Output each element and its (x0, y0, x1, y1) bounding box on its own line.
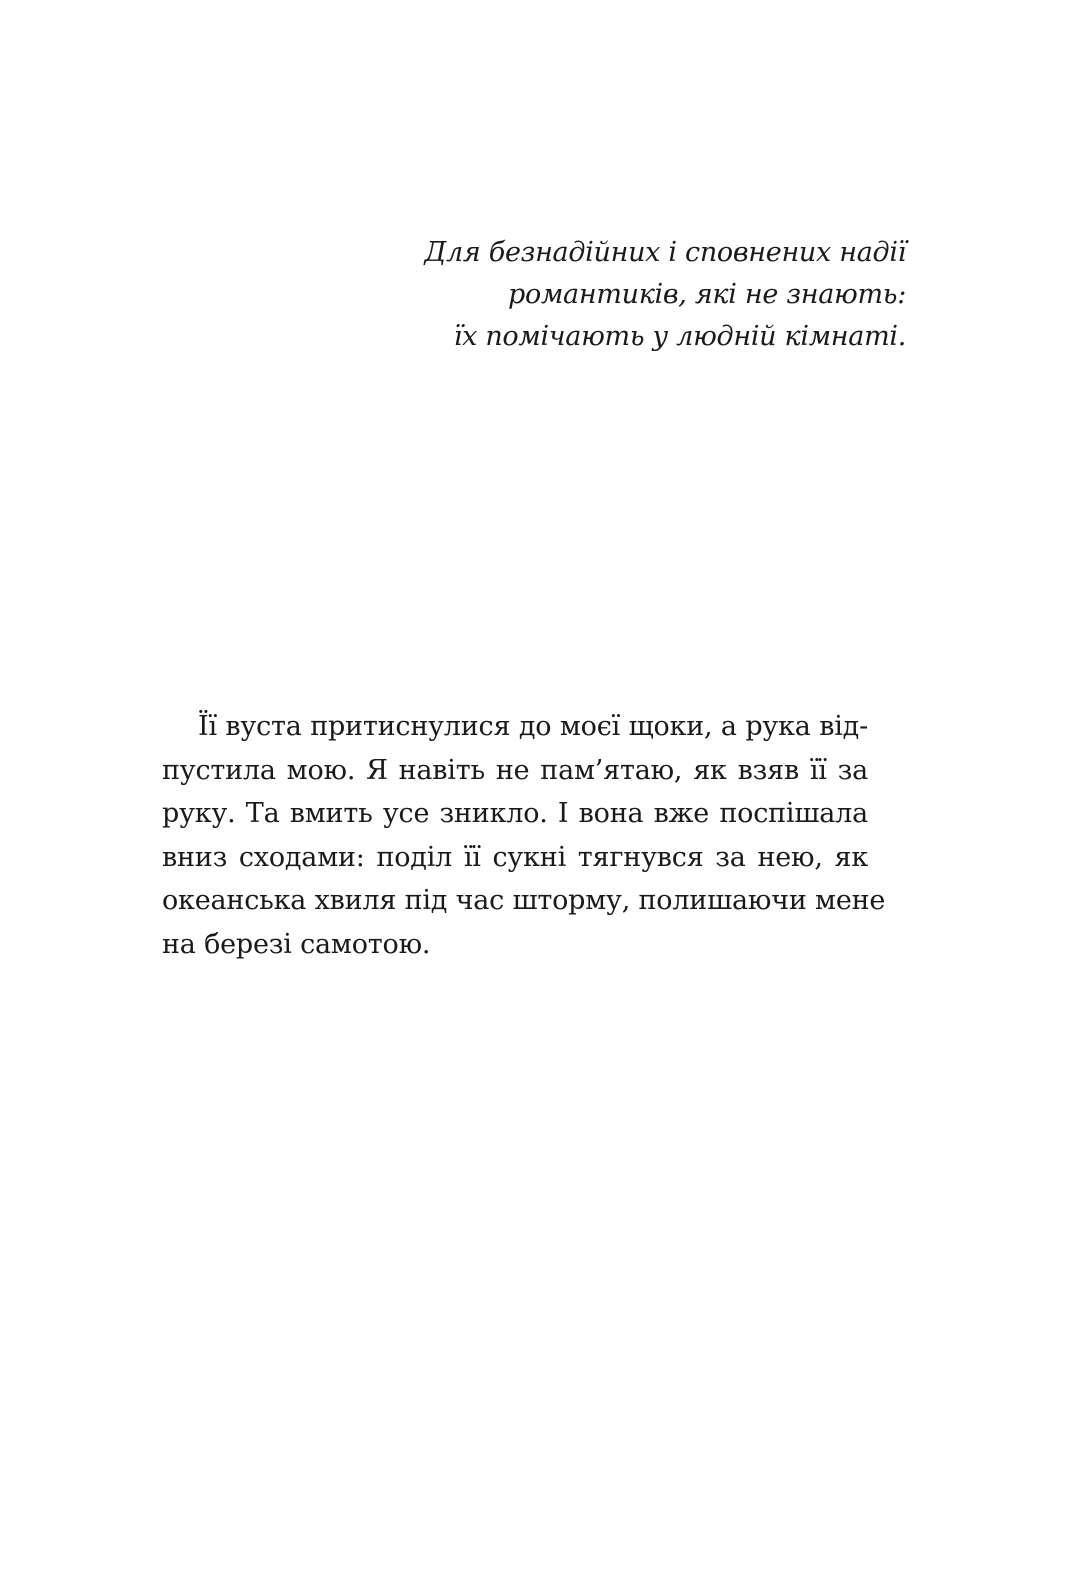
body-paragraph (162, 705, 886, 966)
paragraph-line: на березі самотою. (162, 928, 431, 960)
paragraph-line: пустила мою. Я навіть не пам’ятаю, як взяв її за (162, 754, 868, 786)
paragraph-line: океанська хвиля під час шторму, полишаючи мене (162, 885, 886, 916)
epigraph-line: Для безнадійних і сповнених надії (424, 237, 906, 268)
paragraph-line: руку. Та вмить усе зникло. І вона вже поспішала (162, 798, 868, 829)
paragraph-line: Її вуста притиснулися до моєї щоки, а рука від- (198, 711, 868, 742)
paragraph-line: вниз сходами: поділ її сукні тягнувся за нею, як (162, 841, 868, 873)
epigraph-line: їх помічають у людній кімнаті. (453, 321, 906, 352)
dedication-epigraph (346, 232, 906, 358)
epigraph-line: романтиків, які не знають: (508, 279, 906, 310)
